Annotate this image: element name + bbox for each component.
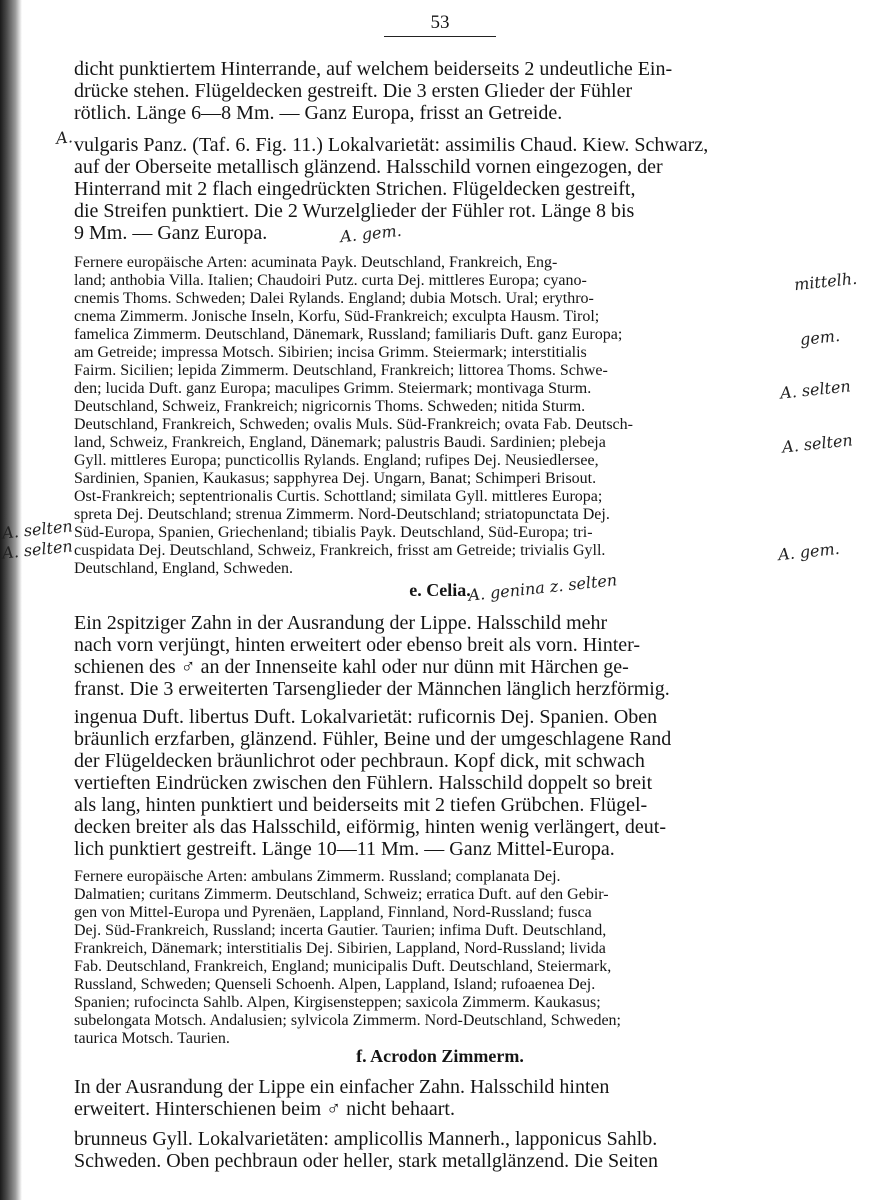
species-list-line: gen von Mittel-Europa und Pyrenäen, Lappland, Finnland, Nord-Russland; fusca	[74, 904, 592, 921]
section-heading-celia: e. Celia.	[409, 580, 471, 600]
species-list-line: cnemis Thoms. Schweden; Dalei Rylands. England; dubia Motsch. Ural; erythro-	[74, 290, 594, 307]
handwritten-annotation: A. selten	[1, 516, 74, 543]
text-line: Ein 2spitziger Zahn in der Ausrandung der Lippe. Halsschild mehr	[74, 612, 608, 634]
text-line: dicht punktiertem Hinterrande, auf welchem beiderseits 2 undeutliche Ein-	[74, 58, 673, 80]
text-line: als lang, hinten punktiert und beiderseits mit 2 tiefen Grübchen. Flügel-	[74, 794, 648, 816]
text-line: auf der Oberseite metallisch glänzend. Halsschild vornen eingezogen, der	[74, 156, 663, 178]
species-list-line: Gyll. mittleres Europa; puncticollis Rylands. England; rufipes Dej. Neusiedlersee,	[74, 452, 599, 469]
species-entry-brunneus: brunneus Gyll. Lokalvarietäten: amplicollis Mannerh., lapponicus Sahlb.	[74, 1128, 658, 1150]
species-list-line: Deutschland, Schweiz, Frankreich; nigricornis Thoms. Schweden; nitida Sturm.	[74, 398, 586, 415]
species-list-line: Russland, Schweden; Quenseli Schoenh. Alpen, Lappland, Island; rufoaenea Dej.	[74, 976, 596, 993]
section-heading-acrodon: f. Acrodon Zimmerm.	[356, 1046, 524, 1066]
species-list-line: Deutschland, Frankreich, Schweden; ovalis Muls. Süd-Frankreich; ovata Fab. Deutsch-	[74, 416, 633, 433]
text-line: 9 Mm. — Ganz Europa.	[74, 222, 268, 244]
text-line: drücke stehen. Flügeldecken gestreift. Die 3 ersten Glieder der Fühler	[74, 80, 633, 102]
text-line: der Flügeldecken bräunlichrot oder pechbraun. Kopf dick, mit schwach	[74, 750, 645, 772]
handwritten-annotation: gem.	[799, 325, 841, 350]
species-entry-vulgaris: vulgaris Panz. (Taf. 6. Fig. 11.) Lokalvarietät: assimilis Chaud. Kiew. Schwarz,	[74, 134, 709, 156]
handwritten-annotation: A. selten	[781, 430, 854, 457]
species-list-line: Süd-Europa, Spanien, Griechenland; tibialis Payk. Deutschland, Süd-Europa; tri-	[74, 524, 593, 541]
species-list-line: land, Schweiz, Frankreich, England, Dänemark; palustris Baudi. Sardinien; plebeja	[74, 434, 606, 451]
species-list-line: Fernere europäische Arten: acuminata Payk. Deutschland, Frankreich, Eng-	[74, 254, 558, 271]
text-line: Schweden. Oben pechbraun oder heller, stark metallglänzend. Die Seiten	[74, 1150, 658, 1172]
text-line: decken breiter als das Halsschild, eiförmig, hinten wenig verlängert, deut-	[74, 816, 667, 838]
species-list-line: spreta Dej. Deutschland; strenua Zimmerm. Nord-Deutschland; striatopunctata Dej.	[74, 506, 610, 523]
species-entry-ingenua: ingenua Duft. libertus Duft. Lokalvarietät: ruficornis Dej. Spanien. Oben	[74, 706, 658, 728]
species-list-line: Sardinien, Spanien, Kaukasus; sapphyrea Dej. Ungarn, Banat; Schimperi Brisout.	[74, 470, 597, 487]
species-list-line: subelongata Motsch. Andalusien; sylvicola Zimmerm. Nord-Deutschland, Schweden;	[74, 1012, 621, 1029]
species-list-line: Ost-Frankreich; septentrionalis Curtis. Schottland; similata Gyll. mittleres Europa;	[74, 488, 603, 505]
text-line: vertieften Eindrücken zwischen den Fühlern. Halsschild doppelt so breit	[74, 772, 653, 794]
species-list-line: Spanien; rufocincta Sahlb. Alpen, Kirgisensteppen; saxicola Zimmerm. Kaukasus;	[74, 994, 601, 1011]
handwritten-annotation: A. genina z. selten	[467, 570, 618, 605]
text-line: In der Ausrandung der Lippe ein einfacher Zahn. Halsschild hinten	[74, 1076, 610, 1098]
species-list-line: Deutschland, England, Schweden.	[74, 560, 294, 577]
text-line: erweitert. Hinterschienen beim ♂ nicht behaart.	[74, 1098, 455, 1120]
species-list-line: Dej. Süd-Frankreich, Russland; incerta Gautier. Taurien; infima Duft. Deutschland,	[74, 922, 607, 939]
species-list-line: Fab. Deutschland, Frankreich, England; municipalis Duft. Deutschland, Steiermark,	[74, 958, 612, 975]
species-list-line: Dalmatien; curitans Zimmerm. Deutschland, Schweiz; erratica Duft. auf den Gebir-	[74, 886, 609, 903]
species-list-line: Frankreich, Dänemark; interstitialis Dej. Sibirien, Lappland, Nord-Russland; livida	[74, 940, 606, 957]
species-list-line: land; anthobia Villa. Italien; Chaudoiri Putz. curta Dej. mittleres Europa; cyano-	[74, 272, 587, 289]
species-list-line: am Getreide; impressa Motsch. Sibirien; incisa Grimm. Steiermark; interstitialis	[74, 344, 587, 361]
text-line: schienen des ♂ an der Innenseite kahl oder nur dünn mit Härchen ge-	[74, 656, 629, 678]
handwritten-annotation: A. selten	[779, 376, 852, 403]
handwritten-annotation: A. gem.	[339, 220, 403, 247]
text-line: rötlich. Länge 6—8 Mm. — Ganz Europa, frisst an Getreide.	[74, 102, 563, 124]
text-line: lich punktiert gestreift. Länge 10—11 Mm. — Ganz Mittel-Europa.	[74, 838, 615, 860]
header-rule	[384, 36, 496, 37]
species-list-line: den; lucida Duft. ganz Europa; maculipes Grimm. Steiermark; montivaga Sturm.	[74, 380, 592, 397]
species-list-line: taurica Motsch. Taurien.	[74, 1030, 230, 1047]
species-list-line: cnema Zimmerm. Jonische Inseln, Korfu, Süd-Frankreich; exculpta Hausm. Tirol;	[74, 308, 600, 325]
handwritten-annotation: A. selten	[1, 536, 74, 563]
text-line: franst. Die 3 erweiterten Tarsenglieder der Männchen länglich herzförmig.	[74, 678, 670, 700]
handwritten-annotation: mittelh.	[793, 268, 858, 295]
species-list-line: famelica Zimmerm. Deutschland, Dänemark, Russland; familiaris Duft. ganz Europa;	[74, 326, 623, 343]
species-list-line: cuspidata Dej. Deutschland, Schweiz, Frankreich, frisst am Getreide; trivialis Gyll.	[74, 542, 606, 559]
text-line: bräunlich erzfarben, glänzend. Fühler, Beine und der umgeschlagene Rand	[74, 728, 672, 750]
handwritten-annotation: A. gem.	[777, 538, 841, 565]
page-number: 53	[430, 12, 450, 33]
text-line: die Streifen punktiert. Die 2 Wurzelglieder der Fühler rot. Länge 8 bis	[74, 200, 635, 222]
handwritten-annotation: A.	[55, 127, 74, 148]
species-list-line: Fairm. Sicilien; lepida Zimmerm. Deutschland, Frankreich; littorea Thoms. Schwe-	[74, 362, 608, 379]
text-line: Hinterrand mit 2 flach eingedrückten Strichen. Flügeldecken gestreift,	[74, 178, 636, 200]
text-line: nach vorn verjüngt, hinten erweitert oder ebenso breit als vorn. Hinter-	[74, 634, 641, 656]
species-list-line: Fernere europäische Arten: ambulans Zimmerm. Russland; complanata Dej.	[74, 868, 561, 885]
